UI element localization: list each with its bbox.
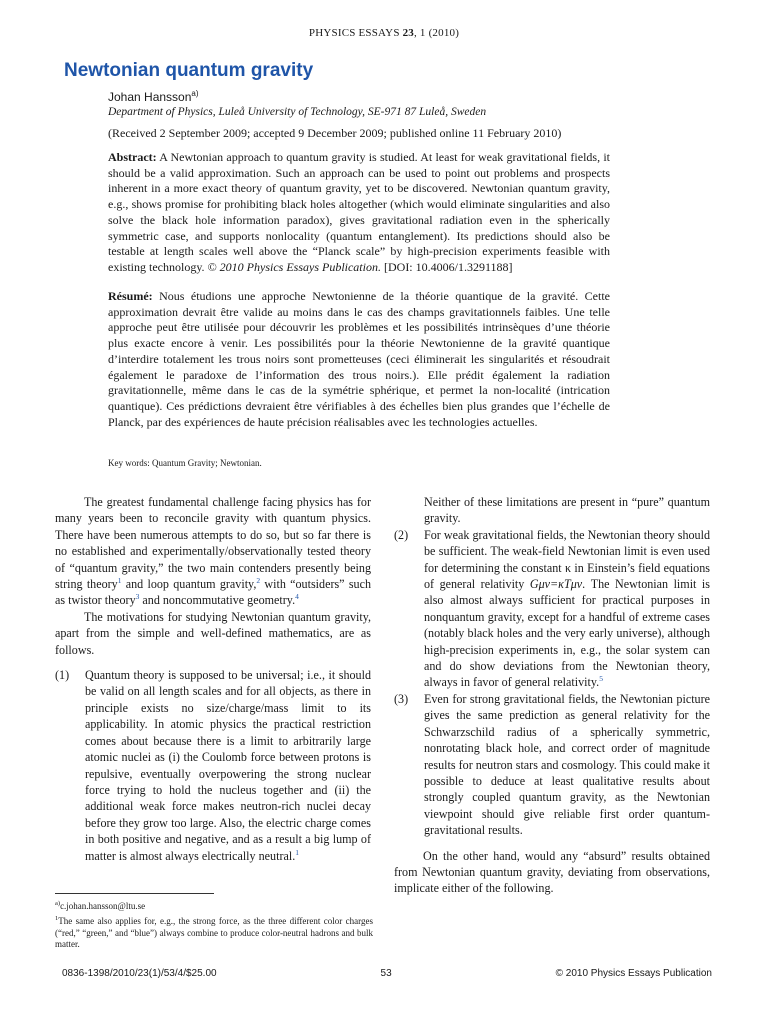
abstract-text: A Newtonian approach to quantum gravity is studied. At least for weak gravitational fields, it should be a valid approximation. Such an approach can be used to point out problems and prospects inherent in a more exact theory of quantum gravity, yet to be discovered. Newtonian quantum gravity, e.g., shows promise for prohibiting black holes altogether (which would eliminate singularities and also solve the black hole information paradox), gives gravitational radiation even in the spherically symmetric case, and supports nonlocality (quantum entanglement). Its predictions should also be testable at length scales well above the “Planck scale” by high-precision experiments feasible with existing technology. [108, 150, 610, 274]
closing-paragraph: On the other hand, would any “absurd” results obtained from Newtonian quantum gravity, deviating from observations, implicate either of the following. [394, 848, 710, 896]
list-item-2-body [424, 527, 710, 691]
list-item-1 [55, 667, 371, 864]
footnote-link-1[interactable]: 1 [295, 847, 299, 857]
abstract [108, 150, 610, 276]
motivation-paragraph: The motivations for studying Newtonian quantum gravity, apart from the simple and well-defined mathematics, are as follows. [55, 609, 371, 657]
ref-link-3[interactable]: 3 [135, 592, 140, 602]
journal-name: PHYSICS ESSAYS [308, 27, 400, 39]
list-item-3 [394, 691, 710, 839]
footnote-a-mark: a) [55, 900, 61, 907]
author-name: Johan Hansson [108, 90, 192, 104]
journal-issue: , 1 (2010) [414, 27, 460, 39]
abstract-doi: [DOI: 10.4006/1.3291188] [383, 259, 513, 274]
ref-link-1[interactable]: 1 [117, 576, 122, 585]
received-dates: (Received 2 September 2009; accepted 9 December 2009; published online 11 February 2010) [108, 126, 562, 140]
resume-text: Nous étudions une approche Newtonienne de la théorie quantique de la gravité. Cette approximation devrait être valide au moins dans le cas des champs gravitationnels faibles. Une telle approche peut être utilisée pour découvrir les problèmes et les possibilités intrinsèques d’une théorie plus exacte encore à venir. Les possibilités pour la théorie Newtonienne de la gravité quantique d’interdire totalement les trous noirs sont prometteuses (ceci éliminerait les singularités et résoudrait également le paradoxe de l’information des trous noirs.). Elle prédit également la radiation gravitationnelle, même dans le cas de la symétrie sphérique, et permet la non-localité (intrication quantique). Ces prédictions devraient être vérifiables à des échelles bien plus grandes que l’échelle de Planck, par des expériences de haute précision réalisables avec les technologies actuelles. [108, 289, 611, 429]
author-line [108, 89, 199, 104]
resume-label: Résumé: [108, 289, 153, 303]
list-item-3-number: (3) [394, 691, 409, 706]
affiliation: Department of Physics, Luleå University of Technology, SE-971 87 Luleå, Sweden [108, 106, 487, 118]
footer-code: 0836-1398/2010/23(1)/53/4/$25.00 [62, 968, 217, 979]
resume [108, 289, 610, 430]
journal-header [0, 27, 768, 39]
list-item-2-number: (2) [394, 527, 409, 542]
intro-text-c: with “outsiders” such as twistor theory [55, 577, 371, 608]
list-item-1-text: Quantum theory is supposed to be universal; i.e., it should be valid on all length scales and for all objects, as there in principle exists no size/charge/mass limit to its applicability. In atomic physics the practical restriction comes about because there is a limit to arbitrarily large atomic nuclei as (i) the Coulomb force between protons is repulsive, eventually overpowering the strong nuclear force trying to hold the nucleus together and (ii) the additional weak force makes neutron-rich nuclei decay before they grow too large. Also, the electric charge comes in both positive and negative, and as a result a big lump of matter is almost always electrically neutral. [85, 668, 371, 863]
right-column [394, 494, 710, 897]
list-item-1-number: (1) [55, 668, 70, 683]
page-footer [62, 968, 712, 979]
ref-link-5[interactable]: 5 [599, 674, 603, 684]
footnote-1-text: The same also applies for, e.g., the strong force, as the three different color charges (“red,” “green,” and “blue”) always combine to produce color-neutral hadrons and bulk matter. [55, 915, 373, 950]
ref-link-4[interactable]: 4 [295, 592, 299, 602]
list-item-2-text-a: For weak gravitational fields, the Newtonian theory should be sufficient. The weak-field Newtonian limit is even used for determining the constant κ in Einstein’s field equations of general relativity [424, 527, 710, 592]
footnote-divider [55, 893, 214, 894]
list-item-1-body [85, 667, 371, 864]
footnote-1 [55, 913, 373, 951]
footer-copyright: © 2010 Physics Essays Publication [555, 968, 712, 979]
left-column [55, 494, 371, 864]
einstein-equation: Gμν=κTμν [529, 577, 583, 592]
page-number: 53 [380, 968, 392, 979]
abstract-label: Abstract: [108, 150, 157, 164]
list-item-3-text: Even for strong gravitational fields, the Newtonian picture gives the same prediction as general relativity for the Schwarzschild radius of a spherically symmetric, nonrotating black hole, and correct order of magnitude results for neutron stars and cosmology. This could make it possible to deduce at least qualitative results about strongly coupled quantum gravity, as the Newtonian viewpoint should give reliable first order quantum-gravitational results. [424, 691, 710, 838]
list-item-2 [394, 527, 710, 691]
article-title: Newtonian quantum gravity [64, 60, 314, 81]
ref-link-2[interactable]: 2 [256, 576, 261, 585]
footnote-a [55, 898, 373, 913]
keywords: Key words: Quantum Gravity; Newtonian. [108, 458, 262, 468]
footnotes [55, 898, 373, 951]
author-email-link[interactable]: c.johan.hansson@ltu.se [60, 901, 146, 911]
footnote-1-mark: 1 [55, 914, 59, 922]
journal-volume: 23 [402, 27, 415, 39]
intro-text-b: and loop quantum gravity, [121, 577, 257, 592]
abstract-copyright: © 2010 Physics Essays Publication. [207, 259, 381, 274]
intro-paragraph [55, 494, 371, 609]
intro-text-d: and noncommutative geometry. [139, 593, 296, 608]
list-item-1-continued: Neither of these limitations are present in “pure” quantum gravity. [424, 495, 710, 526]
list-item-2-text-b: . The Newtonian limit is also almost always sufficient for practical purposes in nonquantum gravity, except for a handful of extreme cases (notably black holes and the very early universe), although high-precision experiments in, e.g., the solar system can and do show deviations from the Newtonian theory, always in favor of general relativity. [424, 577, 710, 690]
author-mark: a) [191, 89, 199, 98]
intro-text-a: The greatest fundamental challenge facing physics has for many years been to reconcile gravity with quantum physics. There have been numerous attempts to do so, but so far there is no established and experimentally/observationally tested theory of “quantum gravity,” the two main contenders presently being string theory [55, 495, 371, 592]
